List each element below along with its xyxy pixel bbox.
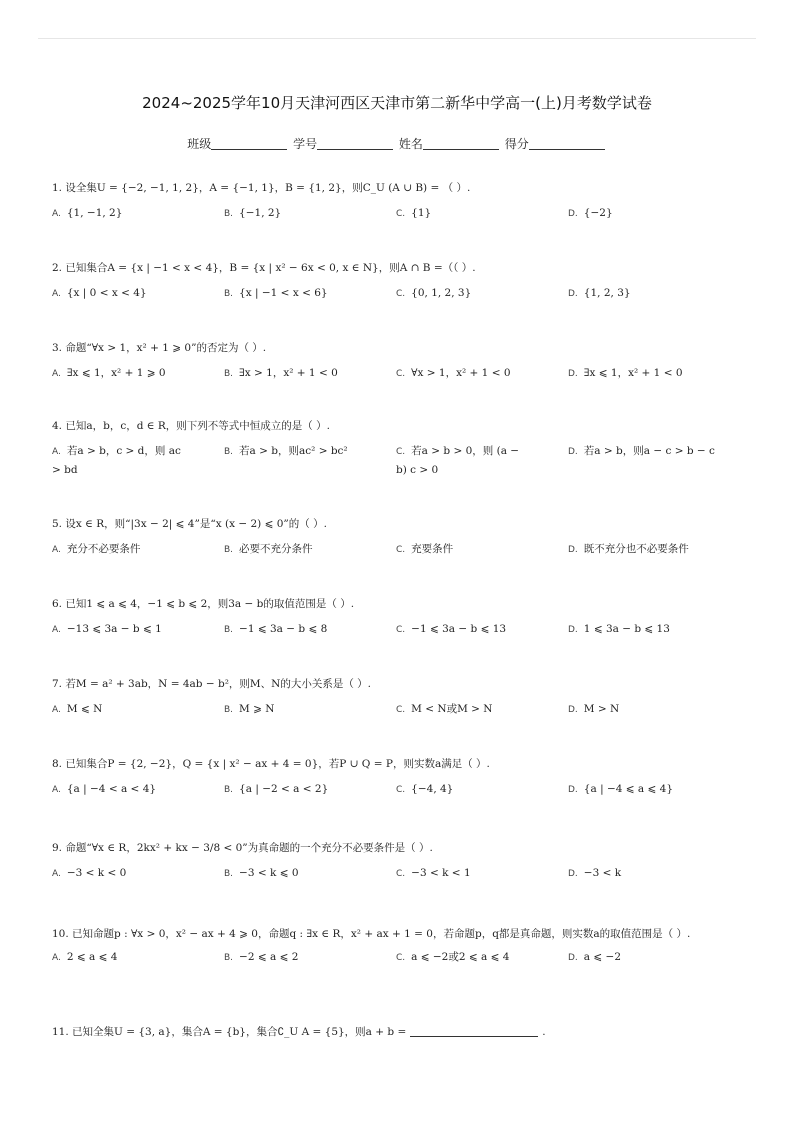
option-a: A. 充分不必要条件 xyxy=(52,543,141,555)
option-b: B. M ⩾ N xyxy=(224,703,275,715)
options-row xyxy=(52,442,752,476)
question-9 xyxy=(52,840,752,880)
option-c: C. ∀x > 1，x² + 1 < 0 xyxy=(396,367,511,379)
option-a: A. ∃x ⩽ 1，x² + 1 ⩾ 0 xyxy=(52,367,166,379)
option-b: B. {a | −2 < a < 2} xyxy=(224,783,329,795)
options-row xyxy=(52,948,752,964)
option-b: B. −2 ⩽ a ⩽ 2 xyxy=(224,951,299,963)
option-c: C. {1} xyxy=(396,207,432,219)
question-2 xyxy=(52,260,752,300)
options-row xyxy=(52,284,752,300)
option-d: D. a ⩽ −2 xyxy=(568,951,622,963)
option-d: D. ∃x ⩽ 1，x² + 1 < 0 xyxy=(568,367,683,379)
answer-blank[interactable] xyxy=(410,1024,538,1037)
option-d: D. 既不充分也不必要条件 xyxy=(568,543,689,555)
option-d: D. {a | −4 ⩽ a ⩽ 4} xyxy=(568,783,673,795)
name-label: 姓名 xyxy=(398,137,423,151)
question-stem: 5. 设x ∈ R，则“|3x − 2| ⩽ 4”是“x (x − 2) ⩽ 0”的（ ）. xyxy=(52,518,327,530)
question-8 xyxy=(52,756,752,796)
option-c: C. 充要条件 xyxy=(396,543,454,555)
option-c: C. 若a > b > 0，则 (a − b) c > 0 xyxy=(396,445,520,476)
question-5 xyxy=(52,516,752,556)
question-1 xyxy=(52,180,752,220)
option-b: B. 若a > b，则ac² > bc² xyxy=(224,445,348,457)
option-b: B. {x | −1 < x < 6} xyxy=(224,287,328,299)
question-stem: 4. 已知a，b，c，d ∈ R，则下列不等式中恒成立的是（ ）. xyxy=(52,420,330,432)
option-c: C. M < N或M > N xyxy=(396,703,493,715)
option-d: D. M > N xyxy=(568,703,620,715)
option-a: A. M ⩽ N xyxy=(52,703,103,715)
option-a: A. {1, −1, 2} xyxy=(52,207,123,219)
option-c: C. {0, 1, 2, 3} xyxy=(396,287,472,299)
question-stem: 8. 已知集合P = {2, −2}，Q = {x | x² − ax + 4 = 0}，若P ∪ Q = P，则实数a满足（ ）. xyxy=(52,758,490,770)
option-d: D. {−2} xyxy=(568,207,613,219)
options-row xyxy=(52,364,752,380)
option-b: B. −3 < k ⩽ 0 xyxy=(224,867,299,879)
option-d: D. 若a > b，则a − c > b − c xyxy=(568,445,715,457)
option-b: B. −1 ⩽ 3a − b ⩽ 8 xyxy=(224,623,328,635)
option-d: D. 1 ⩽ 3a − b ⩽ 13 xyxy=(568,623,670,635)
number-label: 学号 xyxy=(293,137,318,151)
option-a: A. −3 < k < 0 xyxy=(52,867,127,879)
question-7 xyxy=(52,676,752,716)
question-stem: 11. 已知全集U = {3, a}，集合A = {b}，集合∁_U A = {5}，则a + b = . xyxy=(52,1026,546,1038)
option-c: C. −3 < k < 1 xyxy=(396,867,471,879)
option-c: C. −1 ⩽ 3a − b ⩽ 13 xyxy=(396,623,507,635)
options-row xyxy=(52,700,752,716)
question-stem: 9. 命题“∀x ∈ R，2kx² + kx − 3/8 < 0”为真命题的一个充分不必要条件是（ ）. xyxy=(52,842,433,854)
options-row xyxy=(52,864,752,880)
top-divider xyxy=(38,38,756,39)
question-stem: 3. 命题“∀x > 1，x² + 1 ⩾ 0”的否定为（ ）. xyxy=(52,342,267,354)
options-row xyxy=(52,620,752,636)
options-row xyxy=(52,204,752,220)
option-b: B. 必要不充分条件 xyxy=(224,543,313,555)
option-c: C. {−4, 4} xyxy=(396,783,454,795)
option-a: A. 若a > b，c > d，则 ac > bd xyxy=(52,445,181,476)
option-b: B. ∃x > 1，x² + 1 < 0 xyxy=(224,367,338,379)
class-blank xyxy=(211,137,287,150)
options-row xyxy=(52,540,752,556)
option-c: C. a ⩽ −2或2 ⩽ a ⩽ 4 xyxy=(396,951,510,963)
option-a: A. −13 ⩽ 3a − b ⩽ 1 xyxy=(52,623,162,635)
question-stem: 7. 若M = a² + 3ab，N = 4ab − b²，则M、N的大小关系是（ ）. xyxy=(52,678,372,690)
class-label: 班级 xyxy=(187,137,212,151)
option-b: B. {−1, 2} xyxy=(224,207,282,219)
question-11 xyxy=(52,1024,752,1040)
score-blank xyxy=(529,137,605,150)
question-stem: 10. 已知命题p : ∀x > 0，x² − ax + 4 ⩾ 0，命题q : ∃x ∈ R，x² + ax + 1 = 0，若命题p，q都是真命题，则实数a的取值范围是（ ）. xyxy=(52,928,691,940)
page-title: 2024~2025学年10月天津河西区天津市第二新华中学高一(上)月考数学试卷 xyxy=(142,94,652,112)
option-d: D. −3 < k xyxy=(568,867,622,879)
option-a: A. {a | −4 < a < 4} xyxy=(52,783,157,795)
number-blank xyxy=(317,137,393,150)
score-label: 得分 xyxy=(504,137,529,151)
option-d: D. {1, 2, 3} xyxy=(568,287,631,299)
question-10 xyxy=(52,926,752,964)
question-6 xyxy=(52,596,752,636)
question-stem: 1. 设全集U = {−2, −1, 1, 2}，A = {−1, 1}，B = {1, 2}，则C_U (A ∪ B) = （ ）. xyxy=(52,182,471,194)
option-a: A. {x | 0 < x < 4} xyxy=(52,287,147,299)
student-info-line xyxy=(0,135,794,152)
question-3 xyxy=(52,340,752,380)
option-a: A. 2 ⩽ a ⩽ 4 xyxy=(52,951,118,963)
question-4 xyxy=(52,418,752,476)
options-row xyxy=(52,780,752,796)
question-stem: 6. 已知1 ⩽ a ⩽ 4，−1 ⩽ b ⩽ 2，则3a − b的取值范围是（ ）. xyxy=(52,598,355,610)
name-blank xyxy=(423,137,499,150)
question-stem: 2. 已知集合A = {x | −1 < x < 4}，B = {x | x² − 6x < 0, x ∈ N}，则A ∩ B =（（ ）. xyxy=(52,262,476,274)
